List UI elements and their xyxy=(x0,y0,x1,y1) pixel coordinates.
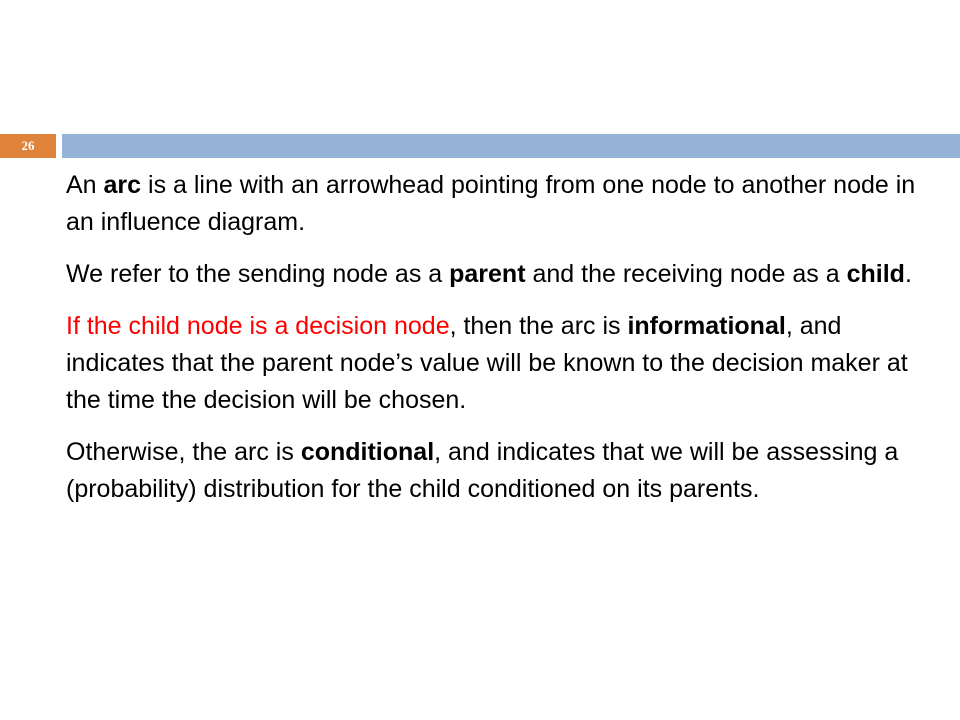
term-conditional: conditional xyxy=(300,438,435,466)
term-arc: arc xyxy=(103,171,142,199)
term-parent: parent xyxy=(449,260,526,288)
text-segment: is a line with an arrowhead pointing from one node to another node in an influence diagram. xyxy=(66,171,916,236)
slide-number-badge xyxy=(0,134,56,158)
text-segment: Otherwise, the arc is xyxy=(66,438,301,466)
text-segment: . xyxy=(904,260,912,288)
text-segment: , then the arc is xyxy=(449,312,628,340)
term-informational: informational xyxy=(627,312,786,340)
paragraph-arc-definition xyxy=(66,167,928,241)
header-bar xyxy=(62,134,960,158)
text-segment: An xyxy=(66,171,104,199)
term-child: child xyxy=(846,260,905,288)
slide-body xyxy=(66,167,928,523)
highlighted-condition: If the child node is a decision node xyxy=(66,312,450,340)
paragraph-informational-arc xyxy=(66,308,928,419)
paragraph-conditional-arc xyxy=(66,434,928,508)
text-segment: and the receiving node as a xyxy=(525,260,847,288)
slide-number: 26 xyxy=(21,138,35,153)
text-segment: , and indicates that we will be assessing a (probability) distribution for the child conditioned on its parents. xyxy=(66,438,899,503)
paragraph-parent-child xyxy=(66,256,928,293)
text-segment: We refer to the sending node as a xyxy=(66,260,450,288)
text-segment: , and indicates that the parent node’s value will be known to the decision maker at the time the decision will be chosen. xyxy=(66,312,908,414)
